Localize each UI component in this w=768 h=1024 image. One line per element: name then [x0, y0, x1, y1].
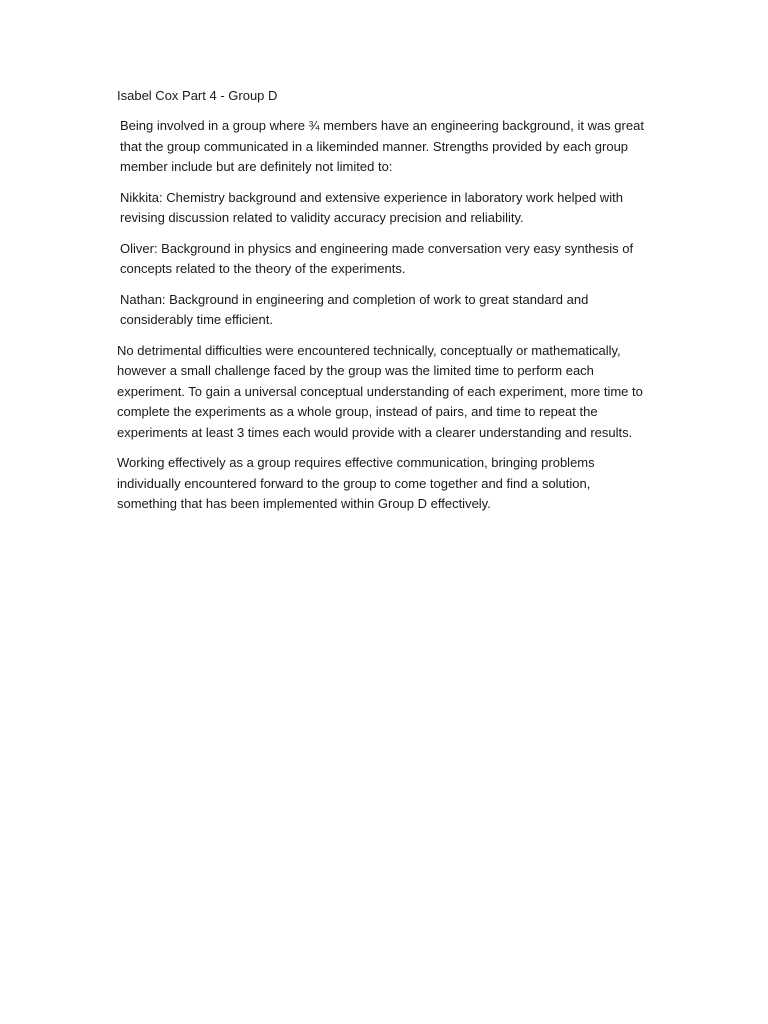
member-paragraph-oliver: Oliver: Background in physics and engineering made conversation very easy synthesis of concepts related to the theory of the experiments.: [120, 240, 634, 276]
difficulties-paragraph: No detrimental difficulties were encountered technically, conceptually or mathematically, however a small challenge faced by the group was the limited time to perform each experiment. To gain a universal conceptual understanding of each experiment, more time to complete the experiments as a whole group, instead of pairs, and time to repeat the experiments at least 3 times each would provide with a clearer understanding and results.: [117, 342, 643, 440]
member-paragraph-nikkita: Nikkita: Chemistry background and extensive experience in laboratory work helped with revising discussion related to validity accuracy precision and reliability.: [120, 189, 623, 225]
document-body: [117, 86, 649, 525]
intro-paragraph: Being involved in a group where ¾ members have an engineering background, it was great that the group communicated in a likeminded manner. Strengths provided by each group member include but are definitely not limited to:: [120, 118, 644, 174]
document-title: Isabel Cox Part 4 - Group D: [117, 88, 278, 103]
conclusion-paragraph: Working effectively as a group requires effective communication, bringing problems individually encountered forward to the group to come together and find a solution, something that has been implemented within Group D effectively.: [117, 455, 595, 511]
member-paragraph-nathan: Nathan: Background in engineering and completion of work to great standard and considerably time efficient.: [120, 291, 589, 327]
